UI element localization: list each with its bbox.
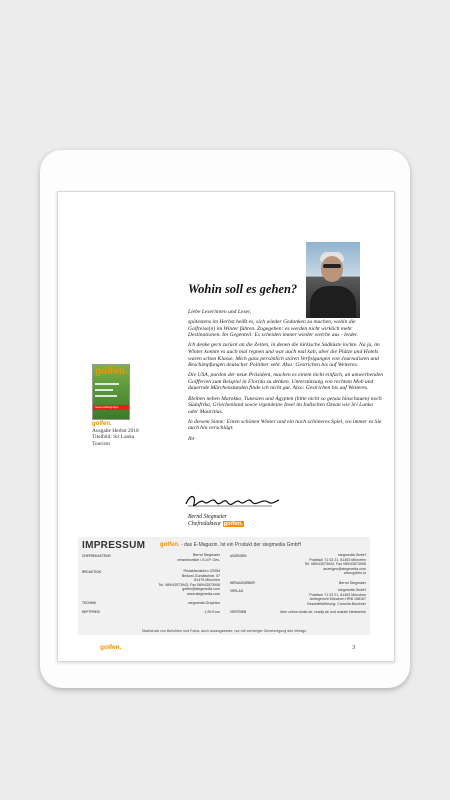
imp-label: REDAKTION (82, 570, 101, 574)
imp-label: ANZEIGEN (230, 554, 247, 558)
impressum-box (78, 537, 370, 635)
imp-value: Bernd Stegmaier verantwortlich i.S.d.P. Ges. (177, 553, 220, 562)
signer-brand: golfen. (223, 521, 243, 527)
magazine-page[interactable] (57, 191, 395, 662)
imp-label: TECHNIK (82, 601, 97, 605)
cover-caption-issue: Ausgabe Herbst 2018 (92, 427, 139, 434)
magazine-cover-thumbnail[interactable] (92, 364, 130, 420)
signature (182, 490, 282, 512)
imp-label: HEFTPREIS (82, 610, 100, 614)
cover-caption-brand: golfen. (92, 421, 112, 427)
imp-value: über online-kiosk.de, readly.de und soziale Netzwerke (280, 610, 366, 614)
editor-photo (306, 242, 360, 318)
salutation: Liebe Leserinnen und Leser, (188, 309, 252, 315)
imp-label: VERTRIEB (230, 610, 247, 614)
imp-value: stegmedia GmbH Postfach 71 03 21, 81453 München Amtsgericht München HRB 158167 Geschäftsführung: Cornelia Bruckner (306, 588, 366, 606)
imp-label: VERLAG (230, 589, 244, 593)
signer-name: Bernd Stegmaier (188, 514, 228, 520)
paragraph: Die USA, pardon der neue Präsident, machen es einem nicht einfach, an umwerbenden Golfferien zum Beispiel in Florida zu denken. Unterstützung von rechtem Mob und dauernde Märchenstunden finde ich nicht gut. Also: Gestrichen bis auf Weiteres. (188, 372, 384, 392)
imp-label: HERAUSGEBER (230, 581, 255, 585)
paragraph: Bleiben neben Marokko, Tunesien und Ägypten (bitte nicht so genau hinschauen) noch Südafrika, Griechenland sowie irgendeine Insel im Indischen Ozean wie Sri Lanka oder Mauritius. (188, 395, 382, 415)
footer-brand: golfen. (100, 644, 122, 651)
imp-value: Redaktionsbüro CBSM Bedowi-Gundlachstr. 57 81479 München Tel. 089/43573943, Fax 089/43573908 golfen@stegmedia.com www.stegmedia.com (158, 569, 220, 596)
editorial-letter (188, 309, 384, 442)
signer-title-line: Chefredakteur golfen. (188, 521, 243, 527)
imp-label: CHEFREDAKTEUR (82, 554, 111, 558)
impressum-title: IMPRESSUM (82, 540, 146, 551)
cover-caption (92, 421, 139, 447)
signer-block (188, 514, 244, 528)
cover-caption-credit: Tourism (92, 440, 110, 447)
impressum-brand-line: golfen. - das E-Magazin. Ist ein Produkt der stegmedia GmbH (160, 542, 302, 548)
imp-value: stegmedia GmbH Postfach 71 03 21, 81453 München Tel. 089/43573943, Fax 089/43573908 anzeigen@stegmedia.com www.golfen.io (304, 553, 366, 576)
cover-caption-title-image: Titelbild: Sri Lanka (92, 434, 135, 441)
imp-value: Bernd Stegmaier (339, 581, 366, 585)
page-number: 3 (352, 644, 356, 651)
paragraph: Ich denke gern zurück an die Zeiten, in denen die türkische Südküste lockte. Na ja, im Winter konnte es auch mal regnen und war auch mal kalt, aber die Plätze und Hotels waren schon Klasse. Mich ganz persönlich stören Verfolgungen von Journalisten und Beschimpfungen deutscher Politiker sehr. Also: Gestrichen bis auf Weiteres. (188, 342, 380, 369)
cover-band: Neues Golfvergnügen (93, 405, 129, 410)
copyright-note: Nachdruck von Berichten und Fotos, auch auszugsweise, nur mit vorheriger Genehmigung des Verlags (141, 629, 306, 633)
editorial-headline: Wohin soll es gehen? (188, 282, 298, 296)
paragraph: In diesem Sinne: Einen schönen Winter und ein noch schöneres Spiel, wo immer es Sie auch hin verschlägt. (188, 418, 382, 432)
closing: Ihr (188, 435, 195, 442)
imp-value: 1,99 Euro (204, 610, 220, 614)
imp-value: stegmedia Graphics (188, 601, 220, 605)
cover-logo: golfen. (95, 366, 128, 377)
paragraph: spätestens im Herbst heißt es, sich wieder Gedanken zu machen, wohin die Golfreise(n) im Winter führen. Zugegeben: es werden nicht wirklich mehr Destinationen. Im Gegenteil: Es scheiden immer wieder welche aus - leider. (188, 319, 358, 339)
